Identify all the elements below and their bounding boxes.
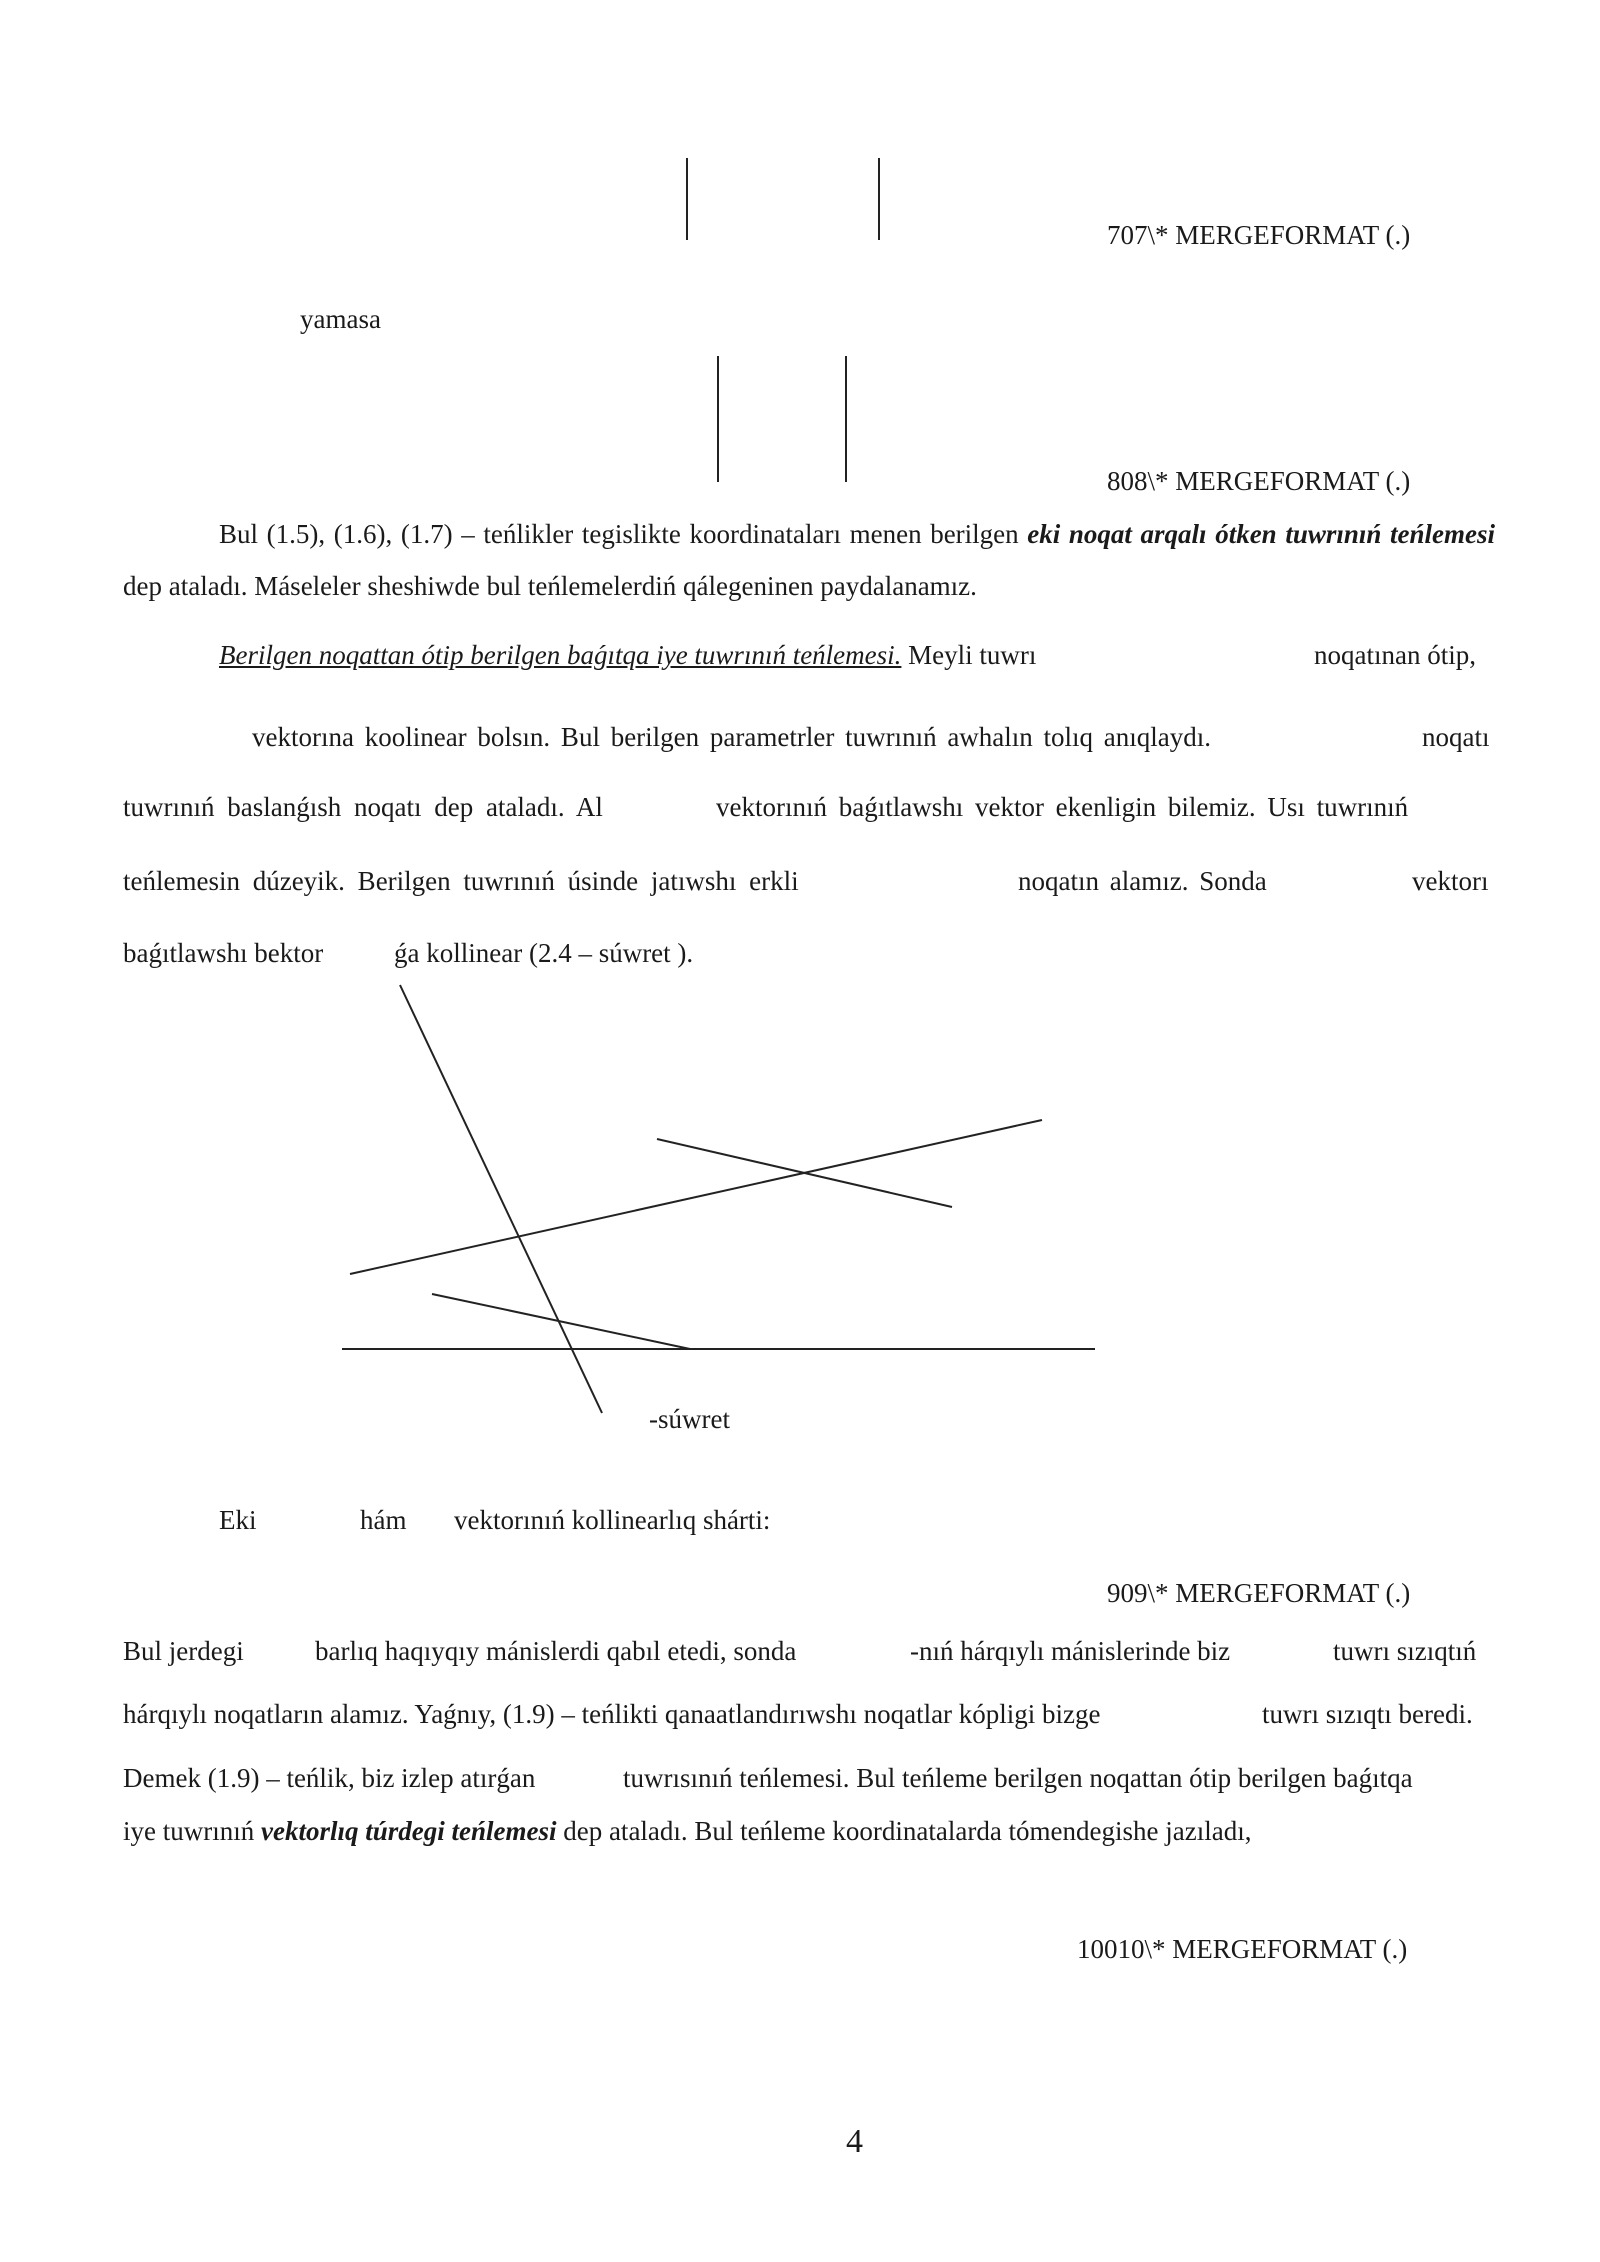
p2-t1: Meyli tuwrı [901,640,1037,670]
p2-t4: noqatı [1422,722,1490,752]
p4-l4a: iye tuwrınıń [123,1816,261,1846]
page-number: 4 [846,2123,863,2160]
p4-l1d: tuwrı sızıqtıń [1333,1636,1477,1666]
p4-line-4 [123,1814,1251,1848]
p2-t11: ǵa kollinear (2.4 – súwret ). [394,938,694,968]
p4-l4c: dep ataladı. Bul teńleme koordinatalarda tómendegishe jazıladı, [556,1816,1252,1846]
p2-t5: tuwrınıń baslanǵısh noqatı dep ataladı. Al [123,792,603,822]
section-title: Berilgen noqattan ótip berilgen baǵıtqa iye tuwrınıń teńlemesi. [219,640,902,670]
p2-t6: vektorınıń baǵıtlawshı vektor ekenligin bilemiz. Usı tuwrınıń [716,792,1409,822]
p2-t9: vektorı [1412,866,1489,896]
p4-l2b: tuwrı sızıqtı beredi. [1262,1699,1473,1729]
p1-text-a: Bul (1.5), (1.6), (1.7) – teńlikler tegislikte koordinataları menen berilgen [219,519,1028,549]
p1-term-bold: eki noqat arqalı ótken tuwrınıń teńlemesi [1027,519,1495,549]
p1-text-c: dep ataladı. Máseleler sheshiwde bul teńlemelerdiń qálegeninen paydalanamız. [123,571,977,601]
p2-t3: vektorına koolinear bolsın. Bul berilgen parametrler tuwrınıń awhalın tolıq anıqlaydı. [252,722,1212,752]
p3-eki: Eki [219,1505,257,1535]
figure-caption: -súwret [649,1404,730,1434]
figure-line-short-lower [432,1294,690,1349]
p2-t10: baǵıtlawshı bektor [123,938,324,968]
p2-t2: noqatınan ótip, [1314,640,1476,670]
equation-9-label: 909\* MERGEFORMAT (.) [1107,1578,1411,1608]
equation-8-label: 808\* MERGEFORMAT (.) [1107,466,1411,496]
p2-t8: noqatın alamız. Sonda [1018,866,1267,896]
p4-l1a: Bul jerdegi [123,1636,244,1666]
p2-t7: teńlemesin dúzeyik. Berilgen tuwrınıń úsinde jatıwshı erkli [123,866,799,896]
p3-ham: hám [360,1505,407,1535]
equation-7-label: 707\* MERGEFORMAT (.) [1107,220,1411,250]
p3-rest: vektorınıń kollinearlıq shárti: [454,1505,771,1535]
p4-l4b-bold: vektorlıq túrdegi teńlemesi [260,1816,557,1846]
p4-l2a: hárqıylı noqatların alamız. Yaǵnıy, (1.9) – teńlikti qanaatlandırıwshı noqatlar kópligi bizge [123,1699,1101,1729]
yamasa-word: yamasa [300,304,381,334]
p4-l3b: tuwrısınıń teńlemesi. Bul teńleme berilgen noqattan ótip berilgen baǵıtqa [623,1763,1413,1793]
figure-line-long-diagonal [350,1120,1042,1274]
p4-l3a: Demek (1.9) – teńlik, biz izlep atırǵan [123,1763,536,1793]
p4-l1c: -nıń hárqıylı mánislerinde biz [910,1636,1231,1666]
p4-l1b: barlıq haqıyqıy mánislerdi qabıl etedi, sonda [315,1636,797,1666]
equation-10-label: 10010\* MERGEFORMAT (.) [1077,1934,1408,1964]
